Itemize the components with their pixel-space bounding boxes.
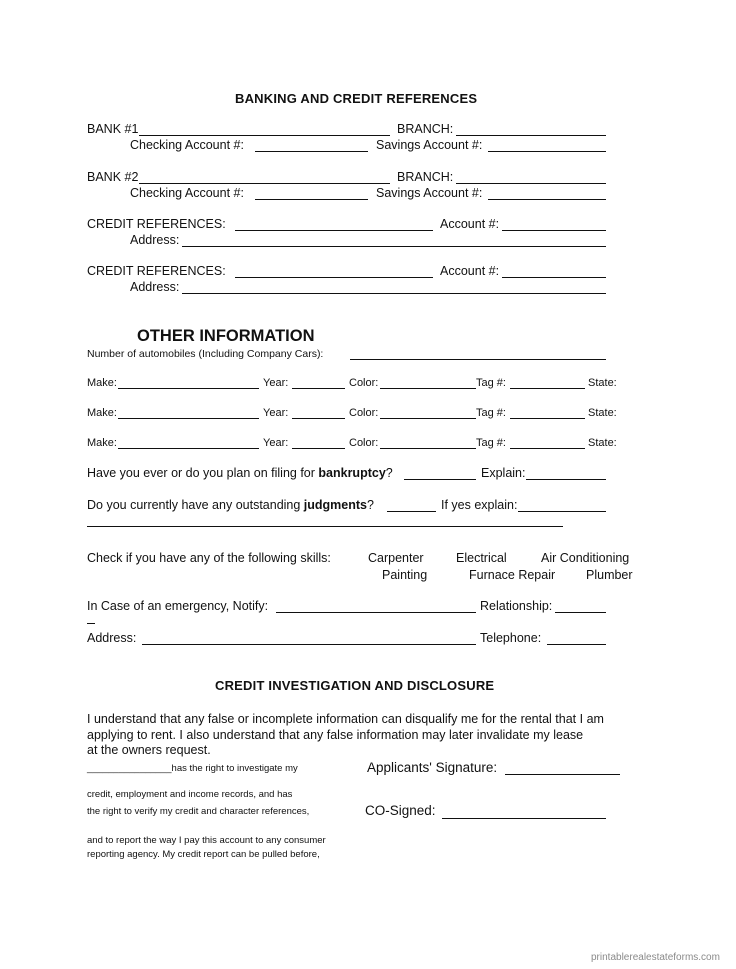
bank2-savings-label: Savings Account #: — [376, 186, 483, 200]
credit1-address-label: Address: — [130, 233, 180, 247]
bank1-savings-label: Savings Account #: — [376, 138, 483, 152]
vehicle3-state-label: State: — [588, 437, 617, 449]
skill-electrical[interactable]: Electrical — [456, 551, 507, 565]
automobiles-field[interactable] — [350, 359, 606, 360]
skill-plumber[interactable]: Plumber — [586, 568, 633, 582]
emergency-telephone-field[interactable] — [547, 644, 606, 645]
vehicle1-color-label: Color: — [349, 377, 379, 389]
vehicle1-year-label: Year: — [263, 377, 289, 389]
vehicle3-make-label: Make: — [87, 437, 117, 449]
judgments-explain-field[interactable] — [518, 511, 606, 512]
bank1-label: BANK #1 — [87, 122, 139, 136]
bank1-savings-field[interactable] — [488, 151, 606, 152]
vehicle2-year-label: Year: — [263, 407, 289, 419]
bank1-branch-field[interactable] — [456, 135, 606, 136]
vehicle3-color-label: Color: — [349, 437, 379, 449]
vehicle2-color-field[interactable] — [380, 418, 476, 419]
credit2-address-label: Address: — [130, 280, 180, 294]
vehicle2-tag-field[interactable] — [510, 418, 585, 419]
bank1-checking-field[interactable] — [255, 151, 368, 152]
vehicle1-tag-label: Tag #: — [476, 377, 506, 389]
small-text-line-2: credit, employment and income records, and has — [87, 789, 293, 800]
watermark-text: printablerealestateforms.com — [591, 952, 720, 963]
disclosure-line-1: I understand that any false or incomplete information can disqualify me for the rental that I am — [87, 712, 604, 726]
vehicle3-color-field[interactable] — [380, 448, 476, 449]
credit2-address-field[interactable] — [182, 293, 606, 294]
skill-painting[interactable]: Painting — [382, 568, 428, 582]
small-text-line-1: ________________has the right to investigate my — [87, 763, 298, 774]
other-info-heading: OTHER INFORMATION — [137, 327, 315, 345]
emergency-relationship-field[interactable] — [555, 612, 606, 613]
bank1-branch-label: BRANCH: — [397, 122, 454, 136]
vehicle2-tag-label: Tag #: — [476, 407, 506, 419]
judgments-explain-line[interactable] — [87, 526, 563, 527]
emergency-tick-mark — [87, 623, 95, 624]
vehicle2-make-label: Make: — [87, 407, 117, 419]
cosigned-label: CO-Signed: — [365, 803, 436, 818]
emergency-notify-label: In Case of an emergency, Notify: — [87, 599, 269, 613]
bank2-savings-field[interactable] — [488, 199, 606, 200]
vehicle1-make-field[interactable] — [118, 388, 259, 389]
bank2-checking-field[interactable] — [255, 199, 368, 200]
credit-investigation-heading: CREDIT INVESTIGATION AND DISCLOSURE — [215, 678, 495, 693]
bank1-checking-label: Checking Account #: — [130, 138, 244, 152]
small-text-line-3: the right to verify my credit and character references, — [87, 806, 310, 817]
bank2-label: BANK #2 — [87, 170, 139, 184]
applicant-signature-label: Applicants' Signature: — [367, 760, 498, 775]
skill-carpenter[interactable]: Carpenter — [368, 551, 424, 565]
small-text-line-5: reporting agency. My credit report can be pulled before, — [87, 849, 320, 860]
emergency-address-label: Address: — [87, 631, 137, 645]
credit1-address-field[interactable] — [182, 246, 606, 247]
cosigned-field[interactable] — [442, 818, 606, 819]
credit1-label: CREDIT REFERENCES: — [87, 217, 226, 231]
vehicle3-year-label: Year: — [263, 437, 289, 449]
credit1-account-label: Account #: — [440, 217, 500, 231]
bankruptcy-explain-label: Explain: — [481, 466, 526, 480]
credit2-label: CREDIT REFERENCES: — [87, 264, 226, 278]
bankruptcy-answer-field[interactable] — [404, 479, 476, 480]
banking-heading: BANKING AND CREDIT REFERENCES — [235, 91, 478, 106]
vehicle1-tag-field[interactable] — [510, 388, 585, 389]
applicant-signature-field[interactable] — [505, 774, 620, 775]
judgments-answer-field[interactable] — [387, 511, 436, 512]
bank2-checking-label: Checking Account #: — [130, 186, 244, 200]
emergency-notify-field[interactable] — [276, 612, 476, 613]
bank1-name-field[interactable] — [139, 135, 390, 136]
emergency-relationship-label: Relationship: — [480, 599, 553, 613]
credit2-name-field[interactable] — [235, 277, 433, 278]
credit1-account-field[interactable] — [502, 230, 606, 231]
vehicle3-tag-field[interactable] — [510, 448, 585, 449]
judgments-explain-label: If yes explain: — [441, 498, 518, 512]
disclosure-line-3: at the owners request. — [87, 743, 211, 757]
credit2-account-label: Account #: — [440, 264, 500, 278]
skill-air-conditioning[interactable]: Air Conditioning — [541, 551, 630, 565]
vehicle2-state-label: State: — [588, 407, 617, 419]
disclosure-line-2: applying to rent. I also understand that any false information may later invalidate my lease — [87, 728, 584, 742]
investigator-name-field[interactable]: ________________ — [87, 763, 172, 774]
bankruptcy-question: Have you ever or do you plan on filing for bankruptcy? — [87, 466, 393, 480]
vehicle1-make-label: Make: — [87, 377, 117, 389]
vehicle2-color-label: Color: — [349, 407, 379, 419]
bank2-name-field[interactable] — [139, 183, 390, 184]
vehicle3-tag-label: Tag #: — [476, 437, 506, 449]
vehicle2-year-field[interactable] — [292, 418, 345, 419]
vehicle2-make-field[interactable] — [118, 418, 259, 419]
automobiles-label: Number of automobiles (Including Company Cars): — [87, 348, 324, 360]
skill-furnace-repair[interactable]: Furnace Repair — [469, 568, 556, 582]
judgments-question: Do you currently have any outstanding judgments? — [87, 498, 374, 512]
vehicle1-color-field[interactable] — [380, 388, 476, 389]
small-text-line-4: and to report the way I pay this account to any consumer — [87, 835, 326, 846]
vehicle1-year-field[interactable] — [292, 388, 345, 389]
emergency-telephone-label: Telephone: — [480, 631, 542, 645]
vehicle3-make-field[interactable] — [118, 448, 259, 449]
bank2-branch-field[interactable] — [456, 183, 606, 184]
bankruptcy-explain-field[interactable] — [526, 479, 606, 480]
skills-label: Check if you have any of the following skills: — [87, 551, 331, 565]
credit2-account-field[interactable] — [502, 277, 606, 278]
bank2-branch-label: BRANCH: — [397, 170, 454, 184]
vehicle1-state-label: State: — [588, 377, 617, 389]
vehicle3-year-field[interactable] — [292, 448, 345, 449]
credit1-name-field[interactable] — [235, 230, 433, 231]
emergency-address-field[interactable] — [142, 644, 476, 645]
